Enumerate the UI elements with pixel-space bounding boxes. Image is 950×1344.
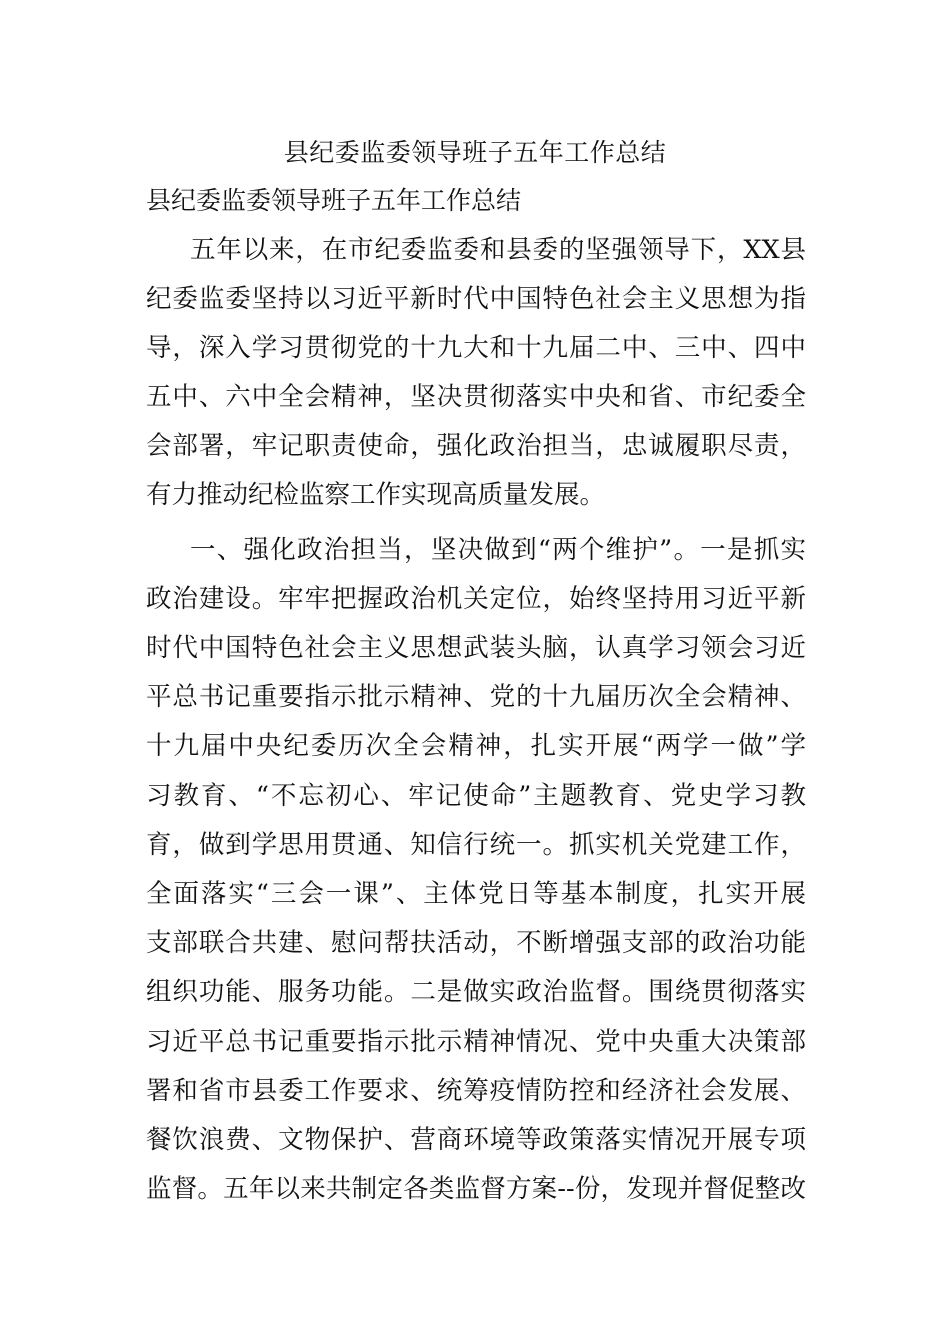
paragraph-line: 一、强化政治担当，坚决做到“两个维护”。一是抓实 bbox=[190, 535, 806, 565]
paragraph-line: 五中、六中全会精神，坚决贯彻落实中央和省、市纪委全 bbox=[146, 382, 806, 412]
paragraph-line: 组织功能、服务功能。二是做实政治监督。围绕贯彻落实 bbox=[146, 977, 806, 1007]
paragraph-line: 支部联合共建、慰问帮扶活动，不断增强支部的政治功能 bbox=[146, 928, 806, 958]
paragraph-line: 署和省市县委工作要求、统筹疫情防控和经济社会发展、 bbox=[146, 1076, 806, 1106]
paragraph-line: 五年以来，在市纪委监委和县委的坚强领导下，XX县 bbox=[190, 235, 806, 265]
paragraph-line: 习近平总书记重要指示批示精神情况、党中央重大决策部 bbox=[146, 1027, 806, 1057]
paragraph-line: 习教育、“不忘初心、牢记使命”主题教育、党史学习教 bbox=[146, 781, 806, 811]
paragraph-line: 导，深入学习贯彻党的十九大和十九届二中、三中、四中 bbox=[146, 333, 806, 363]
paragraph-line: 有力推动纪检监察工作实现高质量发展。 bbox=[146, 480, 606, 510]
paragraph-line: 十九届中央纪委历次全会精神，扎实开展“两学一做”学 bbox=[146, 731, 806, 761]
paragraph-line: 育，做到学思用贯通、知信行统一。抓实机关党建工作， bbox=[146, 830, 806, 860]
paragraph-line: 全面落实“三会一课”、主体党日等基本制度，扎实开展 bbox=[146, 879, 806, 909]
document-title: 县纪委监委领导班子五年工作总结 bbox=[283, 138, 667, 167]
paragraph-line: 政治建设。牢牢把握政治机关定位，始终坚持用习近平新 bbox=[146, 584, 806, 614]
paragraph-line: 会部署，牢记职责使命，强化政治担当，忠诚履职尽责， bbox=[146, 431, 806, 461]
paragraph-line: 时代中国特色社会主义思想武装头脑，认真学习领会习近 bbox=[146, 633, 806, 663]
document-subtitle: 县纪委监委领导班子五年工作总结 bbox=[146, 186, 522, 215]
paragraph-line: 平总书记重要指示批示精神、党的十九届历次全会精神、 bbox=[146, 682, 806, 712]
paragraph-line: 餐饮浪费、文物保护、营商环境等政策落实情况开展专项 bbox=[146, 1125, 806, 1155]
paragraph-line: 监督。五年以来共制定各类监督方案--份，发现并督促整改 bbox=[146, 1174, 806, 1204]
paragraph-line: 纪委监委坚持以习近平新时代中国特色社会主义思想为指 bbox=[146, 284, 806, 314]
